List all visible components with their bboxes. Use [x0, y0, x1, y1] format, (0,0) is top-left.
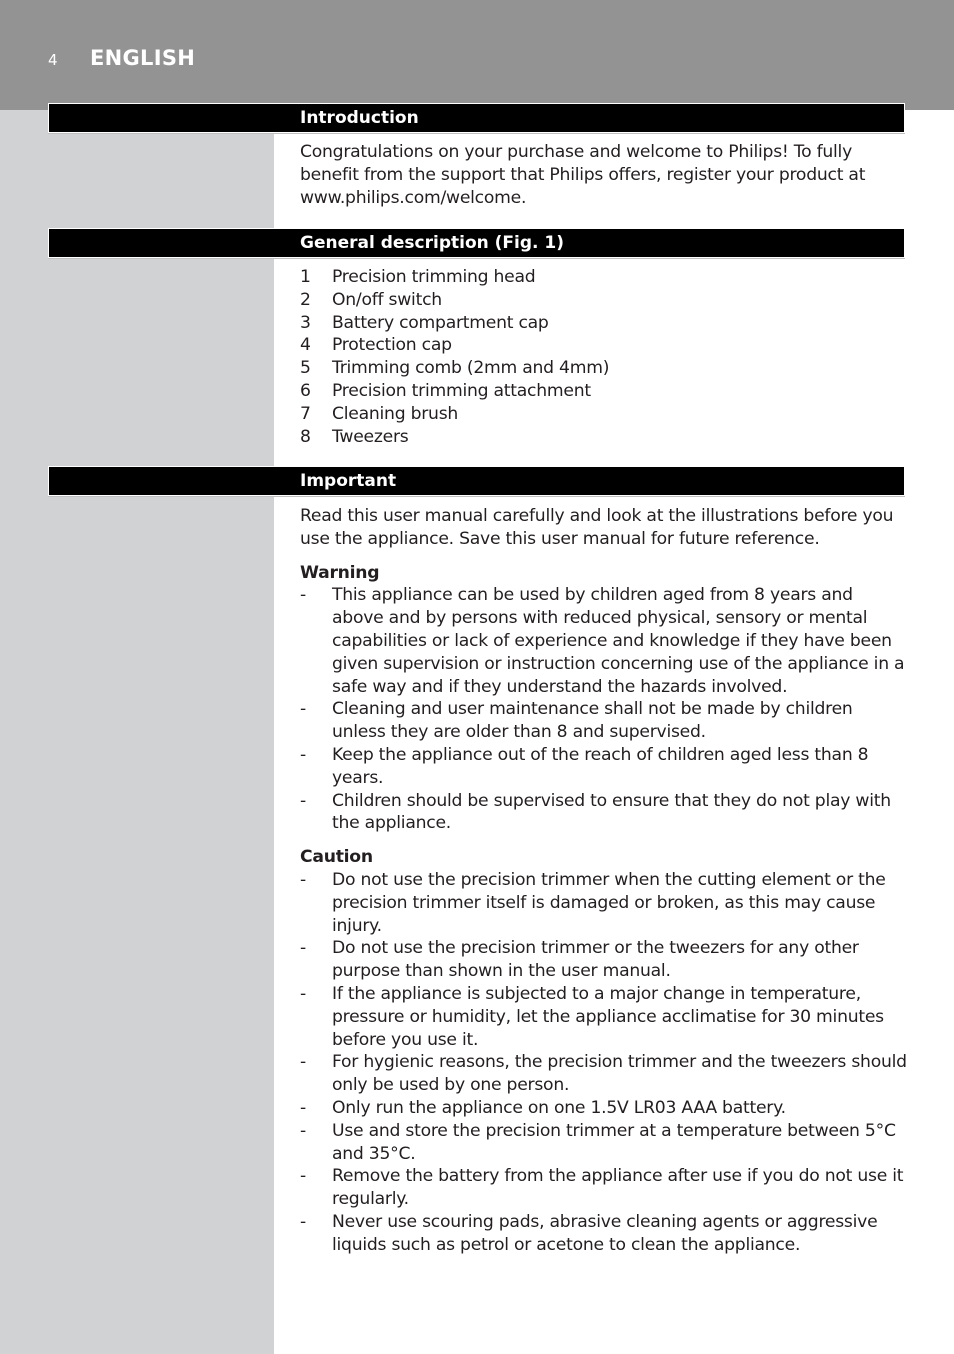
- item-text: Battery compartment cap: [332, 312, 549, 333]
- item-number: 5: [300, 358, 311, 379]
- list-item: [300, 744, 908, 790]
- important-intro: Read this user manual carefully and look at the illustrations before you use the appliance. Save this user manual for future reference.: [300, 506, 894, 549]
- section-title: Important: [300, 471, 397, 491]
- dash-marker: -: [300, 983, 306, 1004]
- dash-marker: -: [300, 744, 306, 765]
- list-item: [300, 334, 908, 357]
- item-text: Protection cap: [332, 335, 452, 356]
- item-text: Do not use the precision trimmer when the cutting element or the precision trimmer itself is damaged or broken, as this may cause injury.: [332, 869, 886, 936]
- important-body: [300, 505, 908, 1257]
- section-title: General description (Fig. 1): [300, 233, 564, 253]
- list-item: [300, 1120, 908, 1166]
- page-header: [0, 0, 954, 110]
- general-description-body: [300, 266, 908, 448]
- warning-list: [300, 584, 908, 835]
- item-number: 3: [300, 312, 311, 333]
- dash-marker: -: [300, 1052, 306, 1073]
- list-item: [300, 983, 908, 1051]
- dash-marker: -: [300, 1166, 306, 1187]
- item-number: 1: [300, 267, 311, 287]
- dash-marker: -: [300, 1120, 306, 1141]
- section-bar-introduction: [48, 103, 905, 133]
- item-text: For hygienic reasons, the precision trimmer and the tweezers should only be used by one person.: [332, 1052, 907, 1096]
- item-text: This appliance can be used by children aged from 8 years and above and by persons with reduced physical, sensory or mental capabilities or lack of experience and knowledge if they have been given supervision or instruction concerning use of the appliance in a safe way and if they understand the hazards involved.: [332, 585, 905, 697]
- dash-marker: -: [300, 1097, 306, 1118]
- list-item: [300, 403, 908, 426]
- list-item: [300, 312, 908, 335]
- item-text: Precision trimming attachment: [332, 380, 591, 401]
- list-item: [300, 1051, 908, 1097]
- item-text: Remove the battery from the appliance after use if you do not use it regularly.: [332, 1166, 904, 1210]
- item-text: Cleaning and user maintenance shall not be made by children unless they are older than 8 and supervised.: [332, 699, 853, 743]
- dash-marker: -: [300, 869, 306, 890]
- item-text: If the appliance is subjected to a major change in temperature, pressure or humidity, let the appliance acclimatise for 30 minutes before you use it.: [332, 983, 884, 1050]
- item-number: 8: [300, 426, 311, 447]
- list-item: [300, 1165, 908, 1211]
- item-text: Do not use the precision trimmer or the tweezers for any other purpose than shown in the user manual.: [332, 938, 859, 982]
- section-title: Introduction: [300, 108, 419, 128]
- item-text: Only run the appliance on one 1.5V LR03 AAA battery.: [332, 1097, 786, 1118]
- list-item: [300, 1211, 908, 1257]
- list-item: [300, 357, 908, 380]
- list-item: [300, 1097, 908, 1120]
- item-text: Cleaning brush: [332, 403, 459, 424]
- dash-marker: -: [300, 1211, 306, 1232]
- list-item: [300, 584, 908, 698]
- item-text: Keep the appliance out of the reach of children aged less than 8 years.: [332, 744, 869, 788]
- list-item: [300, 426, 908, 449]
- item-number: 2: [300, 289, 311, 310]
- caution-heading: Caution: [300, 847, 373, 868]
- list-item: [300, 869, 908, 937]
- caution-list: [300, 869, 908, 1257]
- item-number: 6: [300, 380, 311, 401]
- item-text: Precision trimming head: [332, 267, 536, 287]
- item-number: 4: [300, 335, 311, 356]
- list-item: [300, 937, 908, 983]
- list-item: [300, 266, 908, 289]
- item-text: On/off switch: [332, 289, 442, 310]
- item-text: Use and store the precision trimmer at a temperature between 5°C and 35°C.: [332, 1120, 896, 1164]
- item-text: Tweezers: [332, 426, 409, 447]
- dash-marker: -: [300, 938, 306, 959]
- item-text: Never use scouring pads, abrasive cleaning agents or aggressive liquids such as petrol or acetone to clean the appliance.: [332, 1211, 878, 1255]
- introduction-text: Congratulations on your purchase and welcome to Philips! To fully benefit from the support that Philips offers, register your product at www.philips.com/welcome.: [300, 142, 866, 208]
- section-bar-general-description: [48, 228, 905, 258]
- dash-marker: -: [300, 790, 306, 811]
- list-item: [300, 380, 908, 403]
- parts-list: [300, 266, 908, 448]
- section-bar-important: [48, 466, 905, 496]
- item-text: Children should be supervised to ensure that they do not play with the appliance.: [332, 790, 891, 834]
- list-item: [300, 289, 908, 312]
- language-title: ENGLISH: [90, 46, 196, 70]
- item-number: 7: [300, 403, 311, 424]
- introduction-body: [300, 141, 908, 209]
- list-item: [300, 790, 908, 836]
- item-text: Trimming comb (2mm and 4mm): [332, 358, 610, 379]
- dash-marker: -: [300, 585, 306, 606]
- left-margin-column: [0, 0, 274, 1354]
- page-number: 4: [48, 51, 58, 69]
- dash-marker: -: [300, 699, 306, 720]
- warning-heading: Warning: [300, 562, 380, 583]
- list-item: [300, 698, 908, 744]
